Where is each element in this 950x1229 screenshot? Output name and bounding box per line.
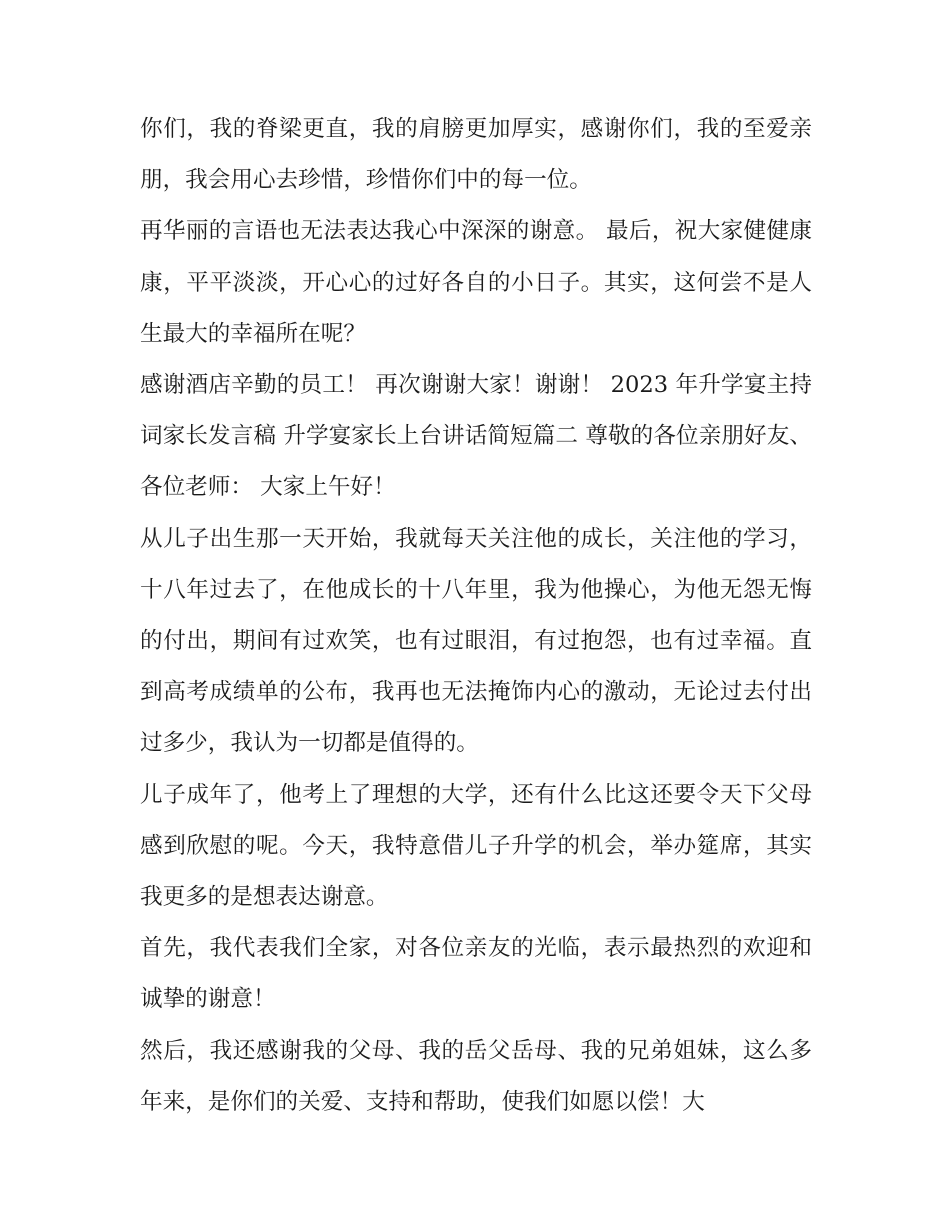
paragraph: 再华丽的言语也无法表达我心中深深的谢意。 最后，祝大家健健康康，平平淡淡，开心心的过好各自的小日子。其实，这何尝不是人生最大的幸福所在呢？ bbox=[140, 218, 812, 347]
document-body bbox=[140, 104, 812, 1128]
paragraph: 然后，我还感谢我的父母、我的岳父岳母、我的兄弟姐妹，这么多年来，是你们的关爱、支持和帮助，使我们如愿以偿！大 bbox=[140, 1037, 812, 1115]
paragraph: 你们，我的脊梁更直，我的肩膀更加厚实，感谢你们，我的至爱亲朋，我会用心去珍惜，珍惜你们中的每一位。 bbox=[140, 116, 812, 194]
paragraph: 儿子成年了，他考上了理想的大学，还有什么比这还要令天下父母感到欣慰的呢。今天，我特意借儿子升学的机会，举办筵席，其实我更多的是想表达谢意。 bbox=[140, 781, 812, 911]
paragraph: 首先，我代表我们全家，对各位亲友的光临，表示最热烈的欢迎和诚挚的谢意！ bbox=[140, 935, 812, 1013]
paragraph: 从儿子出生那一天开始，我就每天关注他的成长，关注他的学习，十八年过去了，在他成长的十八年里，我为他操心，为他无怨无悔的付出，期间有过欢笑，也有过眼泪，有过抱怨，也有过幸福。直到高考成绩单的公布，我再也无法掩饰内心的激动，无论过去付出过多少，我认为一切都是值得的。 bbox=[140, 525, 812, 757]
paragraph: 感谢酒店辛勤的员工！ 再次谢谢大家！谢谢！ 2023 年升学宴主持词家长发言稿 升学宴家长上台讲话简短篇二 尊敬的各位亲朋好友、各位老师： 大家上午好！ bbox=[140, 372, 812, 501]
